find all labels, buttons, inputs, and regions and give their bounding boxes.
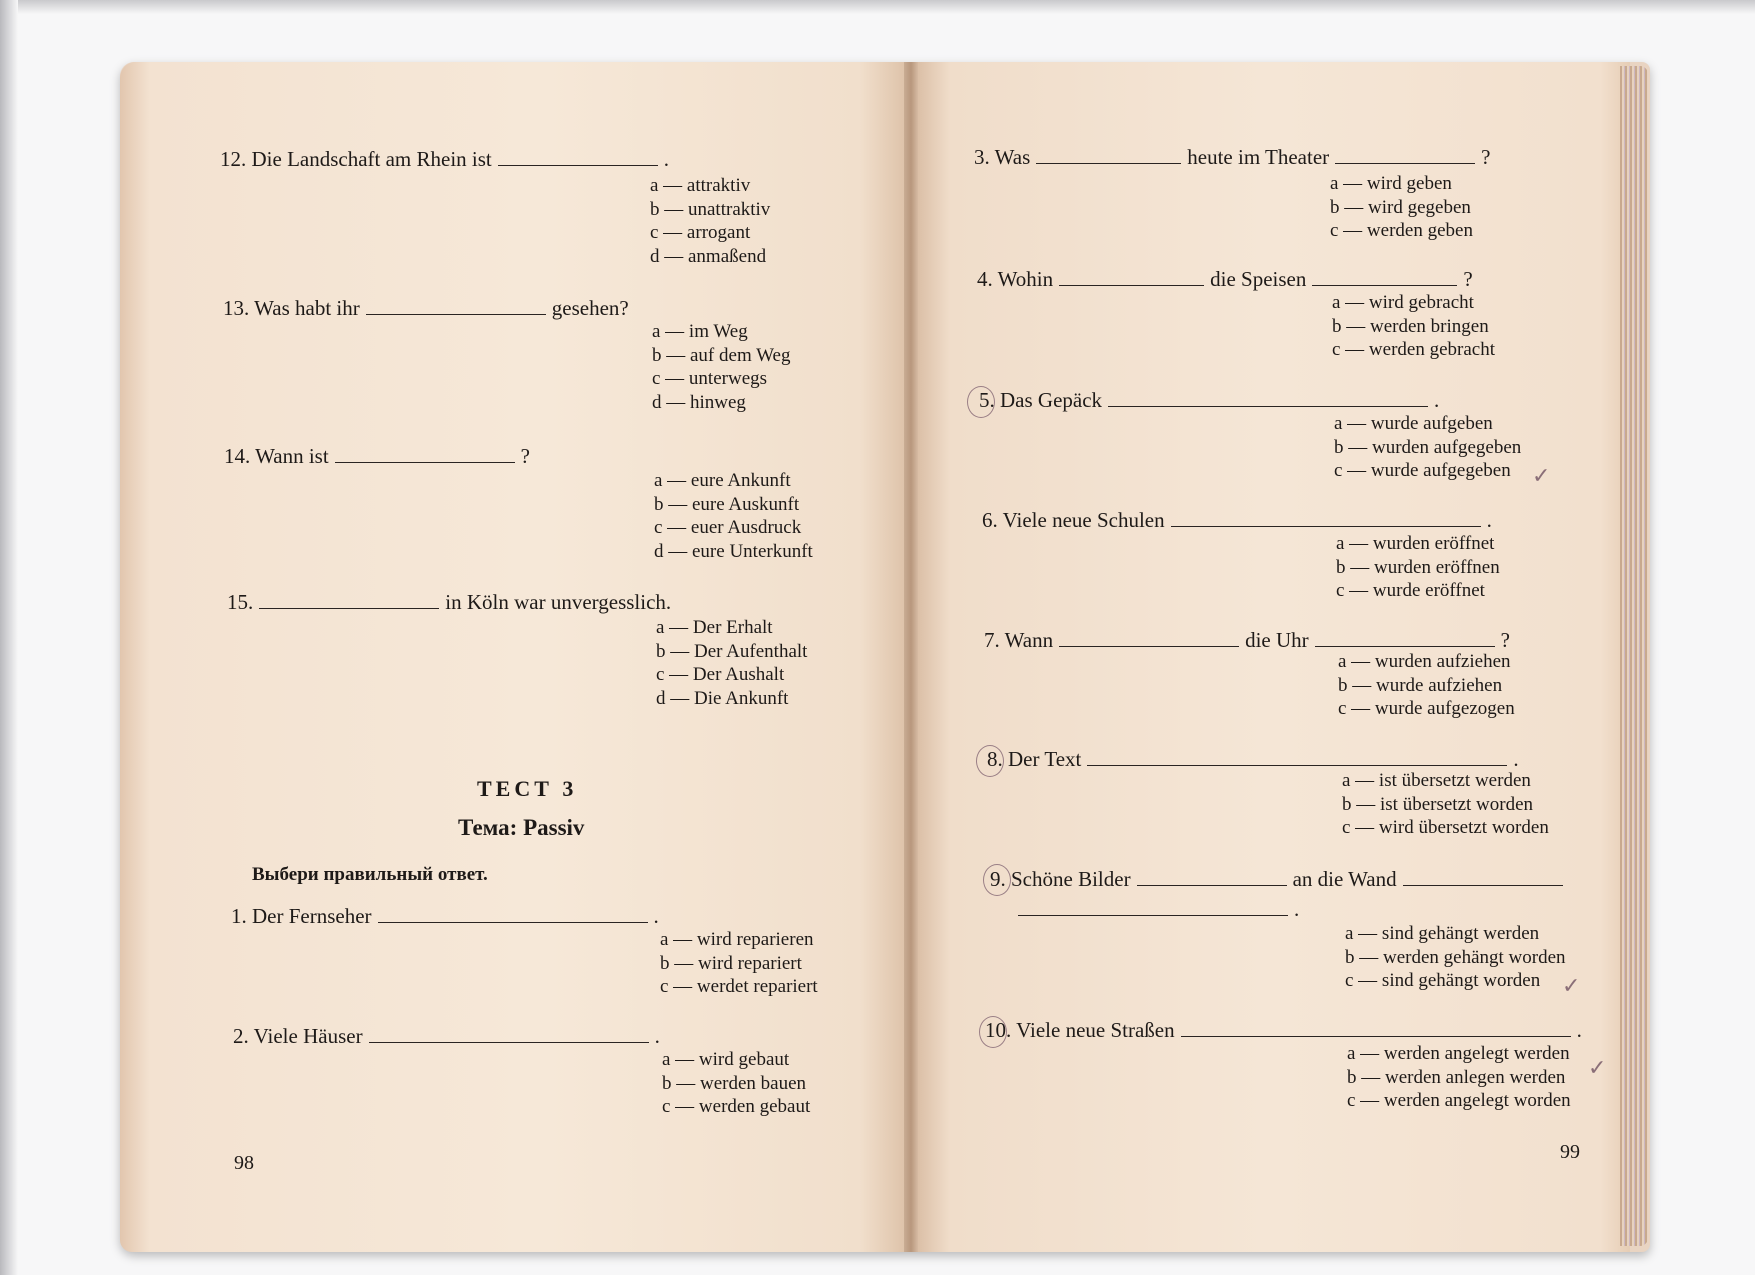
scan-left-shadow: [0, 0, 18, 1275]
answer-option[interactable]: d — Die Ankunft: [656, 687, 789, 709]
answer-option[interactable]: a — wurden aufziehen: [1338, 651, 1511, 672]
test-theme: Тема: Passiv: [458, 815, 585, 840]
question-text: 13. Was habt ihr: [223, 296, 360, 320]
question-text: gesehen?: [551, 296, 629, 320]
answer-blank[interactable]: [1059, 630, 1239, 647]
answer-options: [654, 469, 813, 563]
question-text: 6. Viele neue Schulen: [982, 508, 1165, 532]
question-q6: [982, 508, 1492, 533]
answer-option[interactable]: a — wird reparieren: [660, 929, 814, 950]
answer-options: [652, 320, 790, 414]
answer-blank[interactable]: [259, 592, 439, 609]
answer-options: [662, 1048, 810, 1119]
answer-blank[interactable]: [1312, 269, 1457, 286]
pencil-check-icon: ✓: [1532, 464, 1551, 489]
answer-options: [1336, 532, 1500, 603]
answer-option[interactable]: b — werden gehängt worden: [1345, 946, 1566, 968]
answer-option[interactable]: c — unterwegs: [652, 368, 768, 389]
instruction: Выбери правильный ответ.: [252, 864, 488, 885]
answer-blank[interactable]: [1315, 630, 1495, 647]
pencil-circle-mark: [976, 745, 1004, 777]
question-text: 9. Schöne Bilder: [990, 867, 1131, 891]
answer-option[interactable]: a — Der Erhalt: [656, 617, 773, 638]
question-text: 12. Die Landschaft am Rhein ist: [220, 147, 492, 171]
answer-option[interactable]: c — euer Ausdruck: [654, 517, 802, 538]
answer-option[interactable]: a — werden angelegt werden: [1347, 1043, 1570, 1064]
question-text: .: [1513, 747, 1519, 771]
answer-blank[interactable]: [1171, 510, 1481, 527]
answer-option[interactable]: a — attraktiv: [650, 175, 751, 196]
answer-blank[interactable]: [1087, 749, 1507, 766]
question-q2: [233, 1024, 660, 1049]
question-text: 10. Viele neue Straßen: [985, 1018, 1175, 1042]
answer-option[interactable]: c — werden geben: [1330, 220, 1473, 241]
question-q9-continued: [1012, 897, 1299, 922]
answer-option[interactable]: d — hinweg: [652, 391, 746, 413]
question-text: .: [1434, 388, 1440, 412]
answer-option[interactable]: a — wird gebracht: [1332, 292, 1474, 313]
pencil-circle-mark: [979, 1016, 1007, 1048]
answer-options: [1330, 172, 1473, 243]
answer-option[interactable]: b — eure Auskunft: [654, 493, 800, 515]
answer-blank[interactable]: [1018, 899, 1288, 916]
question-text: ?: [1481, 145, 1491, 169]
answer-blank[interactable]: [1181, 1020, 1571, 1037]
answer-option[interactable]: a — eure Ankunft: [654, 470, 791, 491]
answer-option[interactable]: a — wurde aufgeben: [1334, 413, 1493, 434]
answer-option[interactable]: b — werden bauen: [662, 1072, 807, 1094]
question-q12: [220, 147, 669, 172]
answer-options: [656, 616, 807, 710]
answer-blank[interactable]: [1137, 869, 1287, 886]
question-text: .: [654, 1024, 660, 1048]
answer-options: [650, 174, 770, 268]
question-q4: [977, 267, 1473, 292]
answer-blank[interactable]: [1059, 269, 1204, 286]
answer-options: [660, 928, 818, 999]
answer-option[interactable]: b — auf dem Weg: [652, 344, 791, 366]
question-text: 14. Wann ist: [224, 444, 329, 468]
question-text: .: [1294, 897, 1300, 921]
answer-blank[interactable]: [1403, 869, 1563, 886]
question-q5: [979, 388, 1439, 413]
answer-options: [1347, 1042, 1571, 1113]
question-text: heute im Theater: [1187, 145, 1330, 169]
question-text: die Speisen: [1210, 267, 1307, 291]
question-text: .: [1576, 1018, 1582, 1042]
answer-options: [1342, 769, 1549, 840]
question-text: an die Wand: [1292, 867, 1397, 891]
answer-option[interactable]: c — wurde eröffnet: [1336, 580, 1485, 601]
question-text: ?: [520, 444, 530, 468]
answer-option[interactable]: b — werden bringen: [1332, 315, 1489, 337]
book-spine: [904, 62, 918, 1252]
answer-option[interactable]: b — wurde aufziehen: [1338, 674, 1503, 696]
answer-blank[interactable]: [378, 906, 648, 923]
question-text: 2. Viele Häuser: [233, 1024, 363, 1048]
page-number-right: 99: [1560, 1141, 1580, 1163]
answer-blank[interactable]: [1036, 147, 1181, 164]
question-text: .: [653, 904, 659, 928]
question-q10: [985, 1018, 1582, 1043]
question-text: ?: [1500, 628, 1510, 652]
answer-blank[interactable]: [366, 298, 546, 315]
question-text: .: [663, 147, 670, 171]
answer-option[interactable]: b — wurden aufgegeben: [1334, 436, 1522, 458]
question-q15: [227, 590, 671, 615]
answer-option[interactable]: c — Der Aushalt: [656, 664, 785, 685]
answer-blank[interactable]: [1335, 147, 1475, 164]
answer-option[interactable]: a — im Weg: [652, 321, 748, 342]
question-text: 7. Wann: [984, 628, 1054, 652]
answer-option[interactable]: b — unattraktiv: [650, 198, 771, 220]
answer-option[interactable]: c — werden gebracht: [1332, 339, 1496, 360]
test-title: ТЕСТ 3: [477, 776, 578, 801]
answer-blank[interactable]: [335, 446, 515, 463]
answer-option[interactable]: a — wurden eröffnet: [1336, 533, 1495, 554]
question-text: 15.: [227, 590, 254, 614]
answer-option[interactable]: c — werden angelegt worden: [1347, 1090, 1571, 1111]
pencil-check-icon: ✓: [1588, 1056, 1607, 1081]
answer-blank[interactable]: [498, 149, 658, 166]
answer-option[interactable]: b — werden anlegen werden: [1347, 1066, 1566, 1088]
answer-option[interactable]: a — wird geben: [1330, 173, 1452, 194]
question-text: die Uhr: [1245, 628, 1309, 652]
answer-blank[interactable]: [1108, 390, 1428, 407]
answer-option[interactable]: b — wird gegeben: [1330, 196, 1471, 218]
answer-option[interactable]: c — wurde aufgegeben: [1334, 460, 1511, 481]
answer-options: [1334, 412, 1521, 483]
question-q14: [224, 444, 530, 469]
page-edges: [1620, 66, 1648, 1246]
answer-options: [1345, 922, 1566, 993]
question-text: 1. Der Fernseher: [231, 904, 372, 928]
answer-option[interactable]: b — Der Aufenthalt: [656, 640, 808, 662]
question-text: 3. Was: [974, 145, 1031, 169]
answer-option[interactable]: c — werden gebaut: [662, 1096, 811, 1117]
question-text: ?: [1463, 267, 1473, 291]
answer-option[interactable]: c — arrogant: [650, 222, 751, 243]
question-q9: [990, 867, 1569, 892]
answer-option[interactable]: c — sind gehängt worden: [1345, 970, 1541, 991]
answer-options: [1332, 291, 1495, 362]
question-q3: [974, 145, 1490, 170]
pencil-check-icon: ✓: [1562, 974, 1581, 999]
answer-options: [1338, 650, 1515, 721]
answer-option[interactable]: a — sind gehängt werden: [1345, 923, 1540, 944]
question-text: 4. Wohin: [977, 267, 1054, 291]
question-text: 8. Der Text: [987, 747, 1082, 771]
answer-blank[interactable]: [369, 1026, 649, 1043]
answer-option[interactable]: c — wurde aufgezogen: [1338, 698, 1515, 719]
answer-option[interactable]: b — wird repariert: [660, 952, 802, 974]
answer-option[interactable]: c — wird übersetzt worden: [1342, 817, 1549, 838]
answer-option[interactable]: a — wird gebaut: [662, 1049, 790, 1070]
pencil-circle-mark: [983, 864, 1011, 896]
answer-option[interactable]: b — wurden eröffnen: [1336, 556, 1500, 578]
answer-option[interactable]: d — anmaßend: [650, 245, 767, 267]
answer-option[interactable]: b — ist übersetzt worden: [1342, 793, 1534, 815]
question-q1: [231, 904, 659, 929]
answer-option[interactable]: c — werdet repariert: [660, 976, 818, 997]
answer-option[interactable]: a — ist übersetzt werden: [1342, 770, 1531, 791]
question-text: in Köln war unvergesslich.: [445, 590, 672, 614]
pencil-circle-mark: [967, 386, 995, 418]
page-number-left: 98: [234, 1152, 254, 1174]
question-q13: [223, 296, 629, 321]
question-text: .: [1486, 508, 1492, 532]
answer-option[interactable]: d — eure Unterkunft: [654, 540, 813, 562]
scan-top-shadow: [0, 0, 1755, 14]
question-text: 5. Das Gepäck: [979, 388, 1103, 412]
